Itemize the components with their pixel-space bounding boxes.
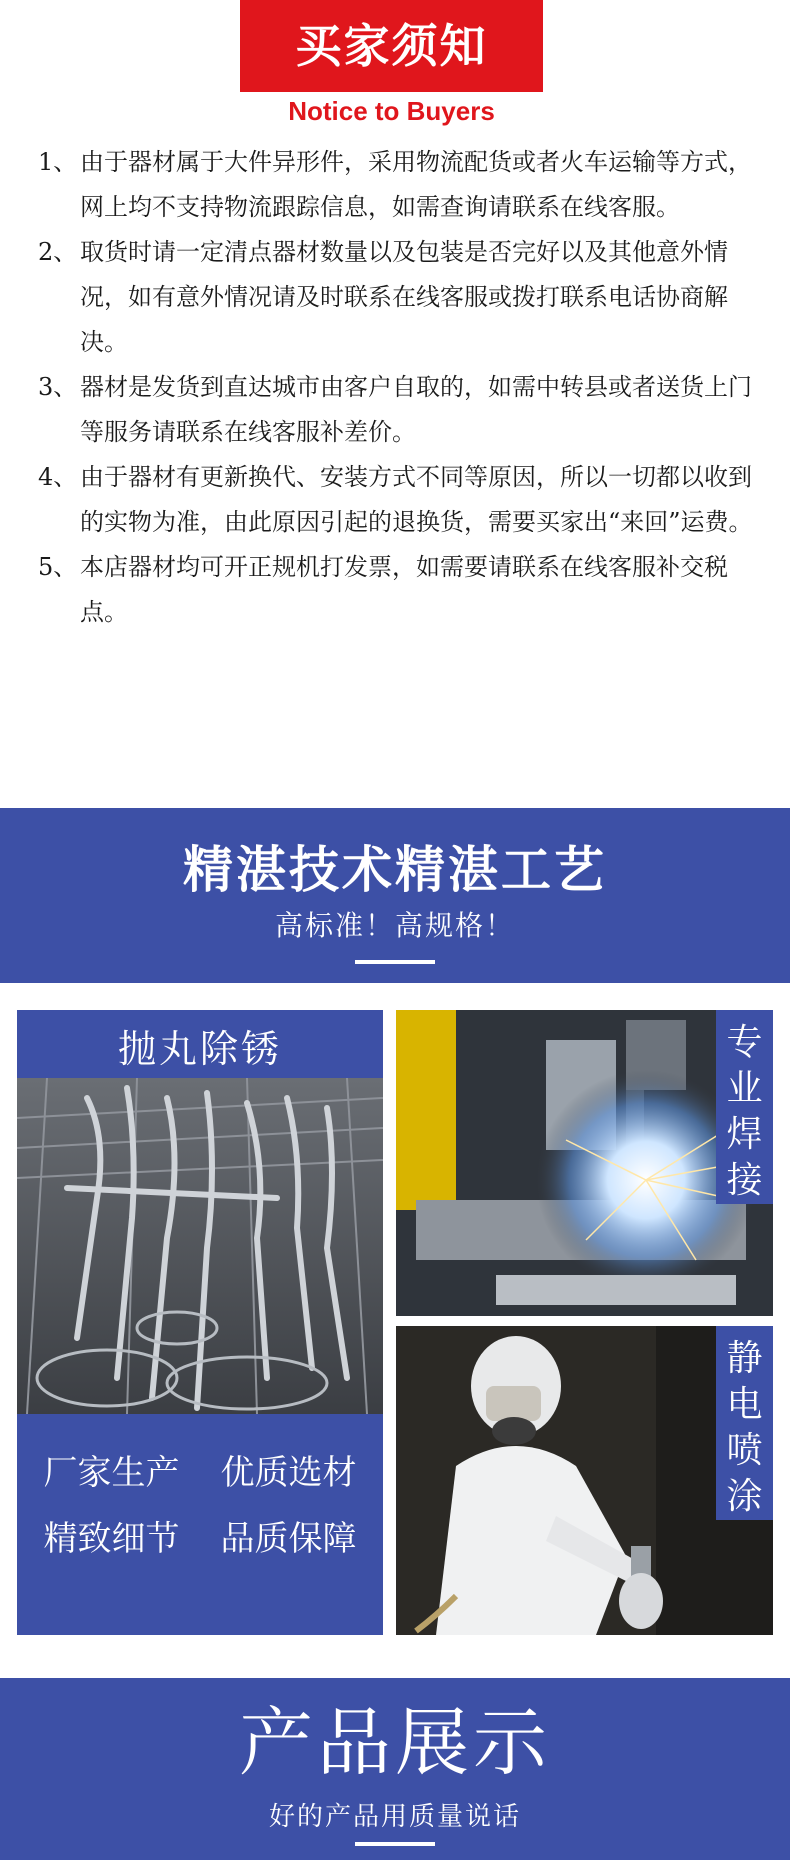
feature-line <box>17 1440 383 1506</box>
notice-item <box>38 365 758 455</box>
notice-item-number: 5、 <box>38 553 78 581</box>
feature-text: 品质保障 <box>220 1519 357 1559</box>
notice-banner <box>240 0 543 92</box>
weld-label-char: 业 <box>726 1068 763 1109</box>
craft-title: 精湛技术精湛工艺 <box>183 841 607 899</box>
notice-list <box>38 140 758 635</box>
craft-subtitle: 高标准！高规格！ <box>274 909 515 942</box>
notice-subtitle: Notice to Buyers <box>288 96 495 126</box>
feature-line <box>17 1506 383 1572</box>
weld-label-char: 专 <box>726 1022 763 1063</box>
spray-label-char: 喷 <box>726 1430 763 1471</box>
notice-item <box>38 455 758 545</box>
craft-band <box>0 808 790 983</box>
notice-item-number: 1、 <box>38 148 78 176</box>
feature-text: 厂家生产 <box>43 1453 180 1493</box>
notice-item <box>38 545 758 635</box>
product-divider <box>355 1842 435 1846</box>
weld-label-char: 焊 <box>726 1114 763 1155</box>
robotic-welding-photo <box>396 1010 773 1316</box>
notice-title: 买家须知 <box>295 19 488 73</box>
notice-item <box>38 140 758 230</box>
spray-painting-worker-photo <box>396 1326 773 1635</box>
blast-title: 抛丸除锈 <box>117 1027 282 1071</box>
feature-text: 精致细节 <box>43 1519 180 1559</box>
notice-item-number: 2、 <box>38 238 78 266</box>
spray-label <box>716 1326 773 1520</box>
product-subtitle: 好的产品用质量说话 <box>268 1802 521 1832</box>
feature-text: 优质选材 <box>220 1453 357 1493</box>
steel-tube-rack-illustration <box>17 1078 383 1414</box>
blast-panel <box>17 1010 383 1635</box>
spray-label-char: 静 <box>726 1338 763 1379</box>
notice-item-text: 本店器材均可开正规机打发票，如需要请联系在线客服补交税点。 <box>80 553 728 626</box>
weld-label-char: 接 <box>726 1160 763 1201</box>
notice-item-number: 4、 <box>38 463 78 491</box>
notice-item-number: 3、 <box>38 373 78 401</box>
notice-item-text: 取货时请一定清点器材数量以及包装是否完好以及其他意外情况，如有意外情况请及时联系在线客服或拨打联系电话协商解决。 <box>80 238 728 356</box>
notice-item <box>38 230 758 365</box>
spray-label-char: 涂 <box>726 1476 763 1517</box>
craft-divider <box>355 960 435 964</box>
notice-item-text: 器材是发货到直达城市由客户自取的，如需中转县或者送货上门等服务请联系在线客服补差价。 <box>80 373 752 446</box>
notice-item-text: 由于器材有更新换代、安装方式不同等原因，所以一切都以收到的实物为准，由此原因引起的退换货，需要买家出“来回”运费。 <box>80 463 753 536</box>
notice-item-text: 由于器材属于大件异形件，采用物流配货或者火车运输等方式，网上均不支持物流跟踪信息，如需查询请联系在线客服。 <box>80 148 752 221</box>
product-title: 产品展示 <box>239 1700 551 1786</box>
weld-label <box>716 1010 773 1204</box>
spray-label-char: 电 <box>726 1384 763 1425</box>
feature-lines <box>17 1440 383 1572</box>
steel-tube-rack-photo <box>17 1078 383 1414</box>
product-band <box>0 1678 790 1860</box>
